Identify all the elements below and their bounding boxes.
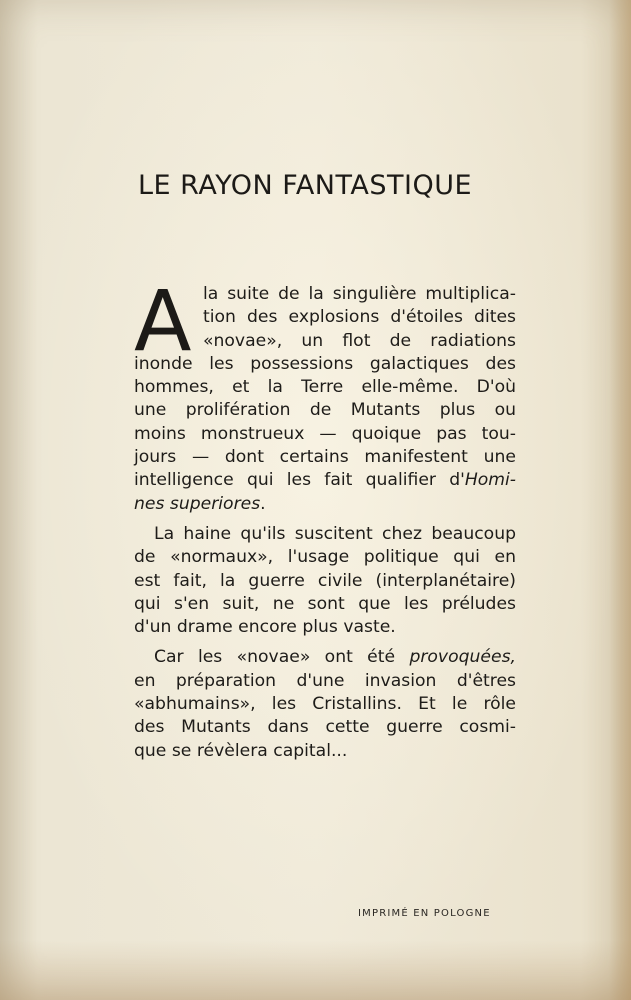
text-line: moins monstrueux — quoique pas tou- bbox=[134, 423, 516, 444]
text-line: des Mutants dans cette guerre cosmi- bbox=[134, 717, 516, 738]
text-line: hommes, et la Terre elle-même. D'où bbox=[134, 377, 516, 398]
text-line: inonde les possessions galactiques des bbox=[134, 353, 516, 374]
paper-stain-right bbox=[609, 0, 631, 1000]
text-fragment: intelligence qui les fait qualifier d' bbox=[134, 470, 465, 491]
text-line: «abhumains», les Cristallins. Et le rôle bbox=[134, 694, 516, 715]
text-line bbox=[134, 493, 516, 516]
paragraph-2 bbox=[134, 523, 516, 639]
drop-cap-letter: A bbox=[134, 272, 192, 370]
text-line: La haine qu'ils suscitent chez beaucoup bbox=[154, 523, 516, 544]
text-line: qui s'en suit, ne sont que les préludes bbox=[134, 593, 516, 614]
italic-fragment: nes superiores bbox=[134, 493, 261, 514]
text-line bbox=[134, 646, 516, 669]
text-line: une prolifération de Mutants plus ou bbox=[134, 400, 516, 421]
text-line: d'un drame encore plus vaste. bbox=[134, 617, 396, 638]
blurb-text bbox=[134, 272, 516, 763]
text-line: est fait, la guerre civile (interplanétaire) bbox=[134, 570, 516, 591]
text-line: en préparation d'une invasion d'êtres bbox=[134, 670, 516, 691]
text-line: de «normaux», l'usage politique qui en bbox=[134, 547, 516, 568]
text-fragment: . bbox=[260, 493, 266, 514]
printer-note: IMPRIMÉ EN POLOGNE bbox=[358, 908, 491, 919]
paragraph-1 bbox=[134, 272, 516, 516]
text-line bbox=[134, 469, 516, 492]
text-fragment: Car les «novae» ont été bbox=[154, 647, 396, 668]
paper-stain-bottom bbox=[0, 940, 631, 1000]
italic-fragment: Homi- bbox=[464, 470, 516, 491]
text-line: «novae», un flot de radiations bbox=[203, 330, 516, 351]
text-line: que se révèlera capital... bbox=[134, 740, 348, 761]
series-title: LE RAYON FANTASTIQUE bbox=[138, 170, 473, 201]
italic-fragment: provoquées, bbox=[409, 647, 516, 668]
text-line: tion des explosions d'étoiles dites bbox=[203, 307, 516, 328]
paragraph-3 bbox=[134, 646, 516, 762]
text-line: la suite de la singulière multiplica- bbox=[203, 284, 516, 304]
text-line: jours — dont certains manifestent une bbox=[134, 447, 516, 468]
